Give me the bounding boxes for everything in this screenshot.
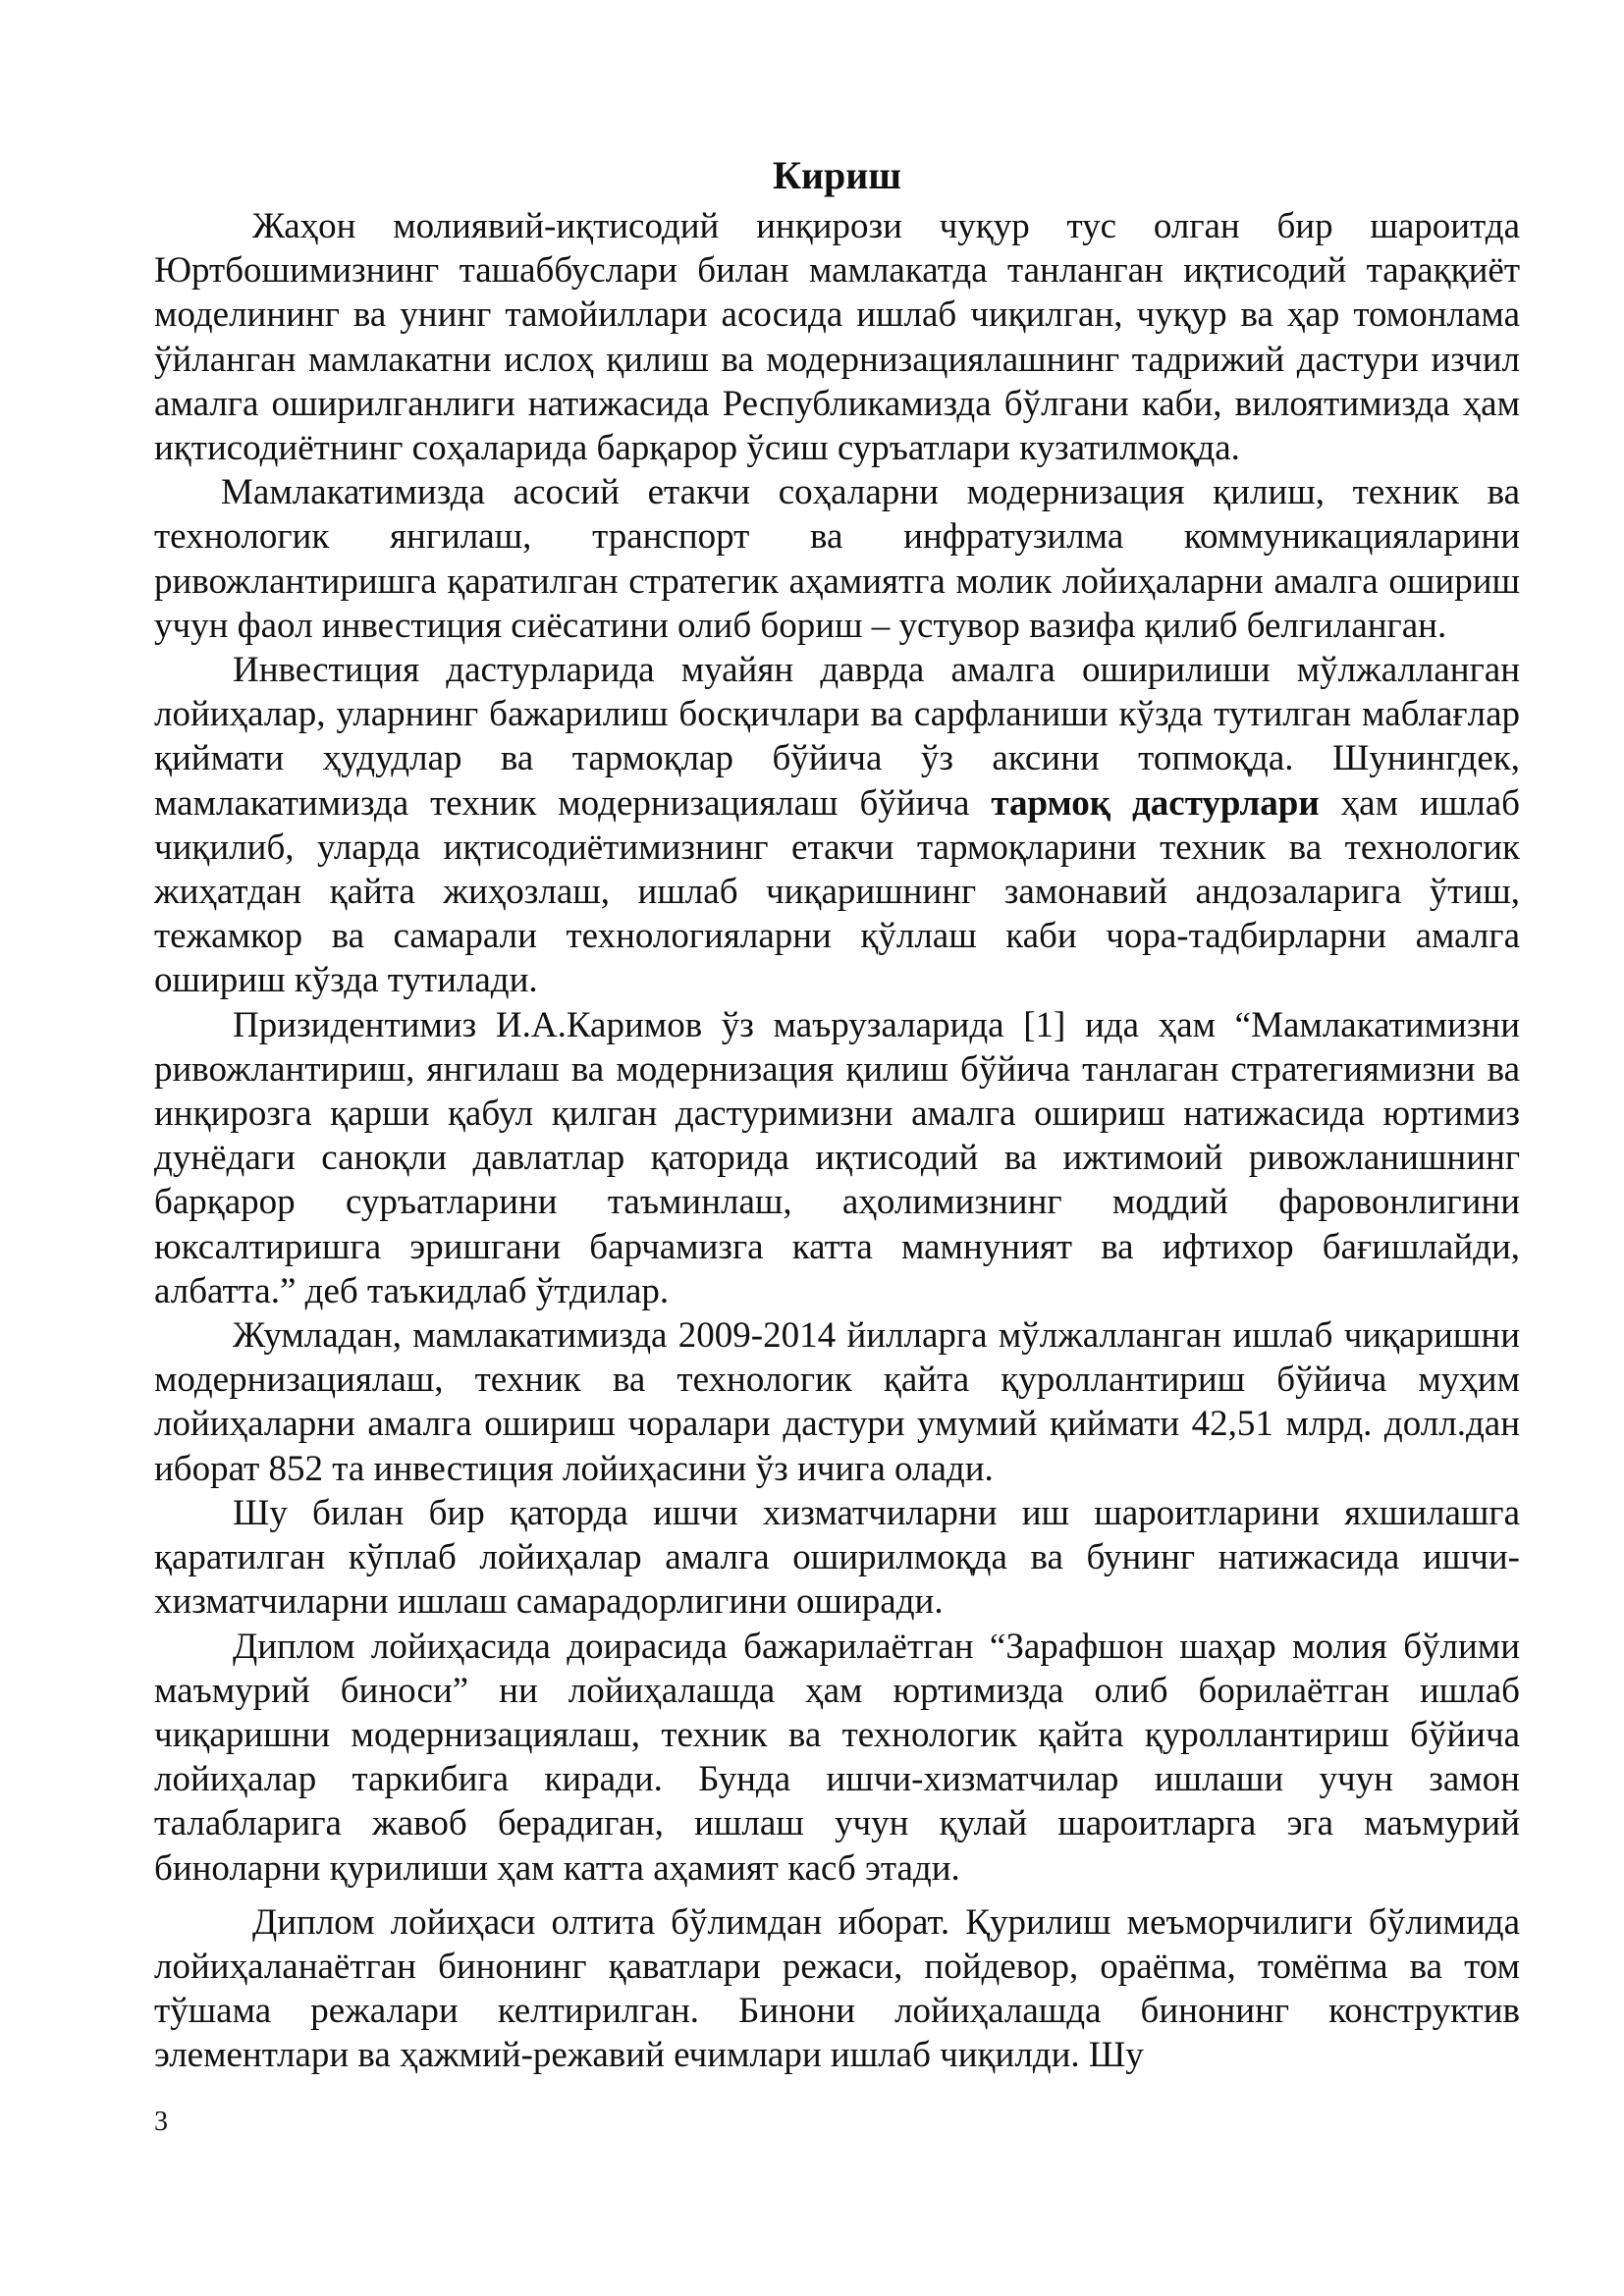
paragraph-1: Жаҳон молиявий-иқтисодий инқирози чуқур тус олган бир шароитда Юртбошимизнинг ташаббуслари билан мамлакатда танланган иқтисодий тараққиёт моделининг ва унинг тамойиллари асосида ишлаб чиқилган, чуқур ва ҳар томонлама ўйланган мамлакатни ислоҳ қилиш ва модернизациялашнинг тадрижий дастури изчил амалга оширилганлиги натижасида Республикамизда бўлгани каби, вилоятимизда ҳам иқтисодиётнинг соҳаларида барқарор ўсиш суръатлари кузатилмоқда. (154, 206, 1520, 469)
paragraph-7: Диплом лойиҳасида доирасида бажарилаётган “Зарафшон шаҳар молия бўлими маъмурий биноси” ни лойиҳалашда ҳам юртимизда олиб борилаётган ишлаб чиқаришни модернизациялаш, техник ва технологик қайта қуроллантириш бўйича лойиҳалар таркибига киради. Бунда ишчи-хизматчилар ишлаши учун замон талабларига жавоб берадиган, ишлаш учун қулай шароитларга эга маъмурий биноларни қурилиши ҳам катта аҳамият касб этади. (154, 1626, 1520, 1889)
paragraph-5: Жумладан, мамлакатимизда 2009-2014 йилларга мўлжалланган ишлаб чиқаришни модернизациялаш, техник ва технологик қайта қуроллантириш бўйича муҳим лойиҳаларни амалга ошириш чоралари дастури умумий қиймати 42,51 млрд. долл.дан иборат 852 та инвестиция лойиҳасини ўз ичига олади. (154, 1315, 1520, 1489)
page-title: Кириш (772, 153, 902, 197)
paragraph-4: Призидентимиз И.А.Каримов ўз маърузаларида [1] ида ҳам “Мамлакатимизни ривожлантириш, янгилаш ва модернизация қилиш бўйича танлаган стратегиямизни ва инқирозга қарши қабул қилган дастуримизни амалга ошириш натижасида юртимиз дунёдаги саноқли давлатлар қаторида иқтисодий ва ижтимоий ривожланишнинг барқарор суръатларини таъминлаш, аҳолимизнинг моддий фаровонлигини юксалтиришга эришгани барчамизга катта мамнуният ва ифтихор бағишлайди, албатта.” деб таъкидлаб ўтдилар. (154, 1004, 1520, 1311)
paragraph-8: Диплом лойиҳаси олтита бўлимдан иборат. Қурилиш меъморчилиги бўлимида лойиҳаланаётган бинонинг қаватлари режаси, пойдевор, ораёпма, томёпма ва том тўшама режалари келтирилган. Бинони лойиҳалашда бинонинг конструктив элементлари ва ҳажмий-режавий ечимлари ишлаб чиқилди. Шу (154, 1901, 1520, 2076)
paragraph-3-start: Инвестиция дастурларида муайян даврда амалга оширилиши мўлжалланган лойиҳалар, уларнинг бажарилиш босқичлари ва сарфланиши кўзда тутилган маблағлар қиймати ҳудудлар ва тармоқлар бўйича ўз аксини топмоқда. Шунингдек, мамлакатимизда техник модернизациялаш бўйича (154, 650, 1520, 824)
paragraph-3-bold-term: тармоқ дастурлари (991, 782, 1320, 824)
paragraph-3-end: ҳам ишлаб чиқилиб, уларда иқтисодиётимизнинг етакчи тармоқларини техник ва технологик жиҳатдан қайта жиҳозлаш, ишлаб чиқаришнинг замонавий андозаларига ўтиш, тежамкор ва самарали технологияларни қўллаш каби чора-тадбирларни амалга ошириш кўзда тутилади. (154, 782, 1520, 1001)
page-number: 3 (154, 2107, 168, 2137)
paragraph-3 (154, 648, 1520, 1003)
document-page (154, 147, 1520, 2078)
paragraph-6: Шу билан бир қаторда ишчи хизматчиларни иш шароитларини яхшилашга қаратилган кўплаб лойиҳалар амалга оширилмоқда ва бунинг натижасида ишчи-хизматчиларни ишлаш самарадорлигини оширади. (154, 1492, 1520, 1623)
paragraph-2: Мамлакатимизда асосий етакчи соҳаларни модернизация қилиш, техник ва технологик янгилаш, транспорт ва инфратузилма коммуникацияларини ривожлантиришга қаратилган стратегик аҳамиятга молик лойиҳаларни амалга ошириш учун фаол инвестиция сиёсатини олиб бориш – устувор вазифа қилиб белгиланган. (154, 472, 1520, 646)
